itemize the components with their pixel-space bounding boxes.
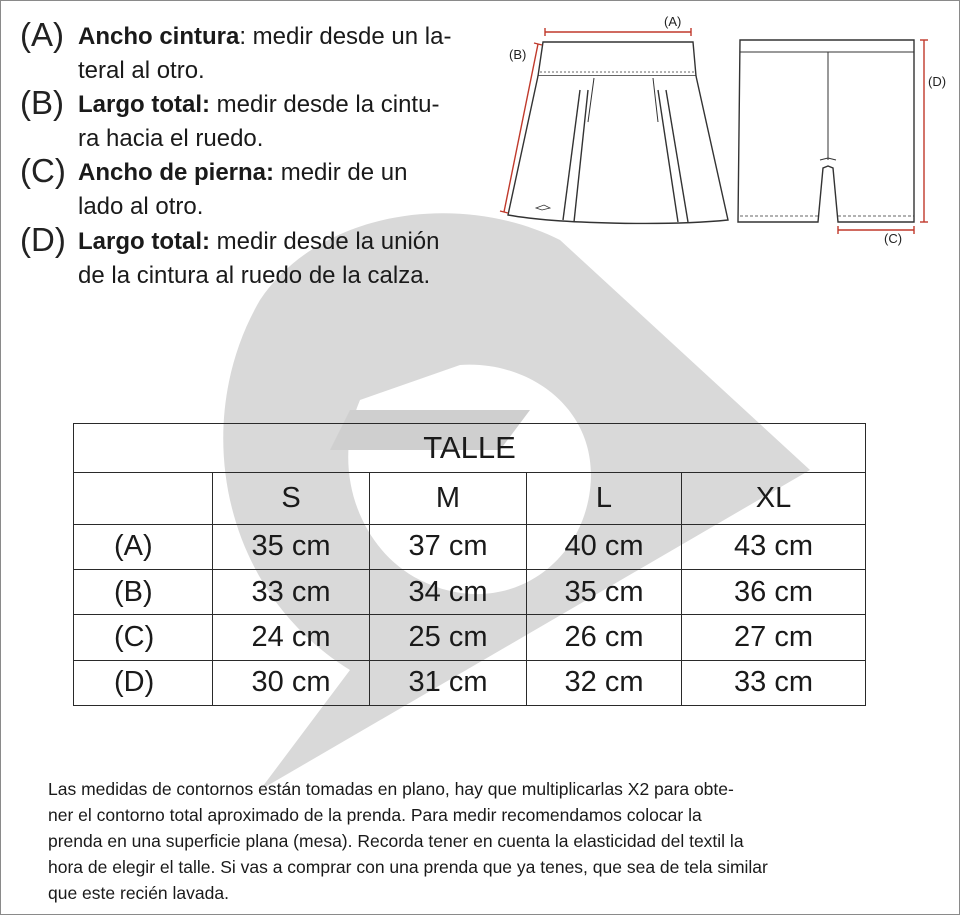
measurement-note: Las medidas de contornos están tomadas en plano, hay que multiplicarlas X2 para obte- ner el contorno total aproximado de la prenda. Para medir recomendamos colocar la prenda en una superficie plana (mesa). Recorda tener en cuenta la elasticidad del textil la hora de elegir el talle. Si vas a comprar con una prenda que ya tenes, que sea de tela similar que este recién lavada.: [48, 779, 768, 903]
table-cell: 37 cm: [370, 524, 527, 569]
row-label: (A): [74, 524, 213, 569]
label-c: (C): [884, 231, 903, 246]
table-cell: 27 cm: [682, 615, 866, 660]
size-header-row: [74, 473, 866, 524]
table-row: [74, 570, 866, 615]
table-cell: 31 cm: [370, 660, 527, 705]
table-cell: 34 cm: [370, 570, 527, 615]
size-table: [73, 423, 866, 706]
instruction-desc: medir desde la cintu- ra hacia el ruedo.: [78, 91, 440, 152]
table-cell: 26 cm: [527, 615, 682, 660]
table-cell: 36 cm: [682, 570, 866, 615]
instruction-desc: medir de un lado al otro.: [78, 159, 408, 220]
table-cell: 43 cm: [682, 524, 866, 569]
instruction-letter: (B): [20, 84, 64, 121]
row-label: (D): [74, 660, 213, 705]
table-cell: 40 cm: [527, 524, 682, 569]
size-header: L: [527, 473, 682, 524]
table-cell: 24 cm: [213, 615, 370, 660]
label-d: (D): [928, 74, 947, 89]
empty-header-cell: [74, 473, 213, 524]
table-row: [74, 524, 866, 569]
table-cell: 35 cm: [213, 524, 370, 569]
skirt-drawing: [508, 42, 728, 223]
table-title: TALLE: [74, 424, 866, 473]
instruction-letter: (C): [20, 152, 66, 189]
size-header: S: [213, 473, 370, 524]
instruction-d: [20, 221, 440, 293]
row-label: (B): [74, 570, 213, 615]
instruction-desc: medir desde la unión de la cintura al ruedo de la calza.: [78, 228, 440, 289]
instruction-b: [20, 84, 440, 156]
table-cell: 33 cm: [682, 660, 866, 705]
instruction-term: Ancho cintura: [78, 23, 240, 50]
instruction-letter: (D): [20, 221, 66, 258]
table-cell: 25 cm: [370, 615, 527, 660]
table-cell: 30 cm: [213, 660, 370, 705]
instruction-desc: : medir desde un la- teral al otro.: [78, 23, 452, 84]
row-label: (C): [74, 615, 213, 660]
instruction-term: Largo total:: [78, 91, 210, 118]
label-b: (B): [509, 47, 527, 62]
instruction-term: Largo total:: [78, 228, 210, 255]
instruction-letter: (A): [20, 16, 64, 53]
table-row: [74, 660, 866, 705]
table-cell: 33 cm: [213, 570, 370, 615]
size-header: M: [370, 473, 527, 524]
label-a: (A): [664, 14, 682, 29]
table-cell: 35 cm: [527, 570, 682, 615]
size-header: XL: [682, 473, 866, 524]
instruction-term: Ancho de pierna:: [78, 159, 275, 186]
instruction-c: [20, 152, 408, 224]
instruction-a: [20, 16, 452, 88]
table-cell: 32 cm: [527, 660, 682, 705]
shorts-drawing: [738, 40, 914, 222]
garment-diagram: [498, 10, 958, 260]
table-row: [74, 615, 866, 660]
